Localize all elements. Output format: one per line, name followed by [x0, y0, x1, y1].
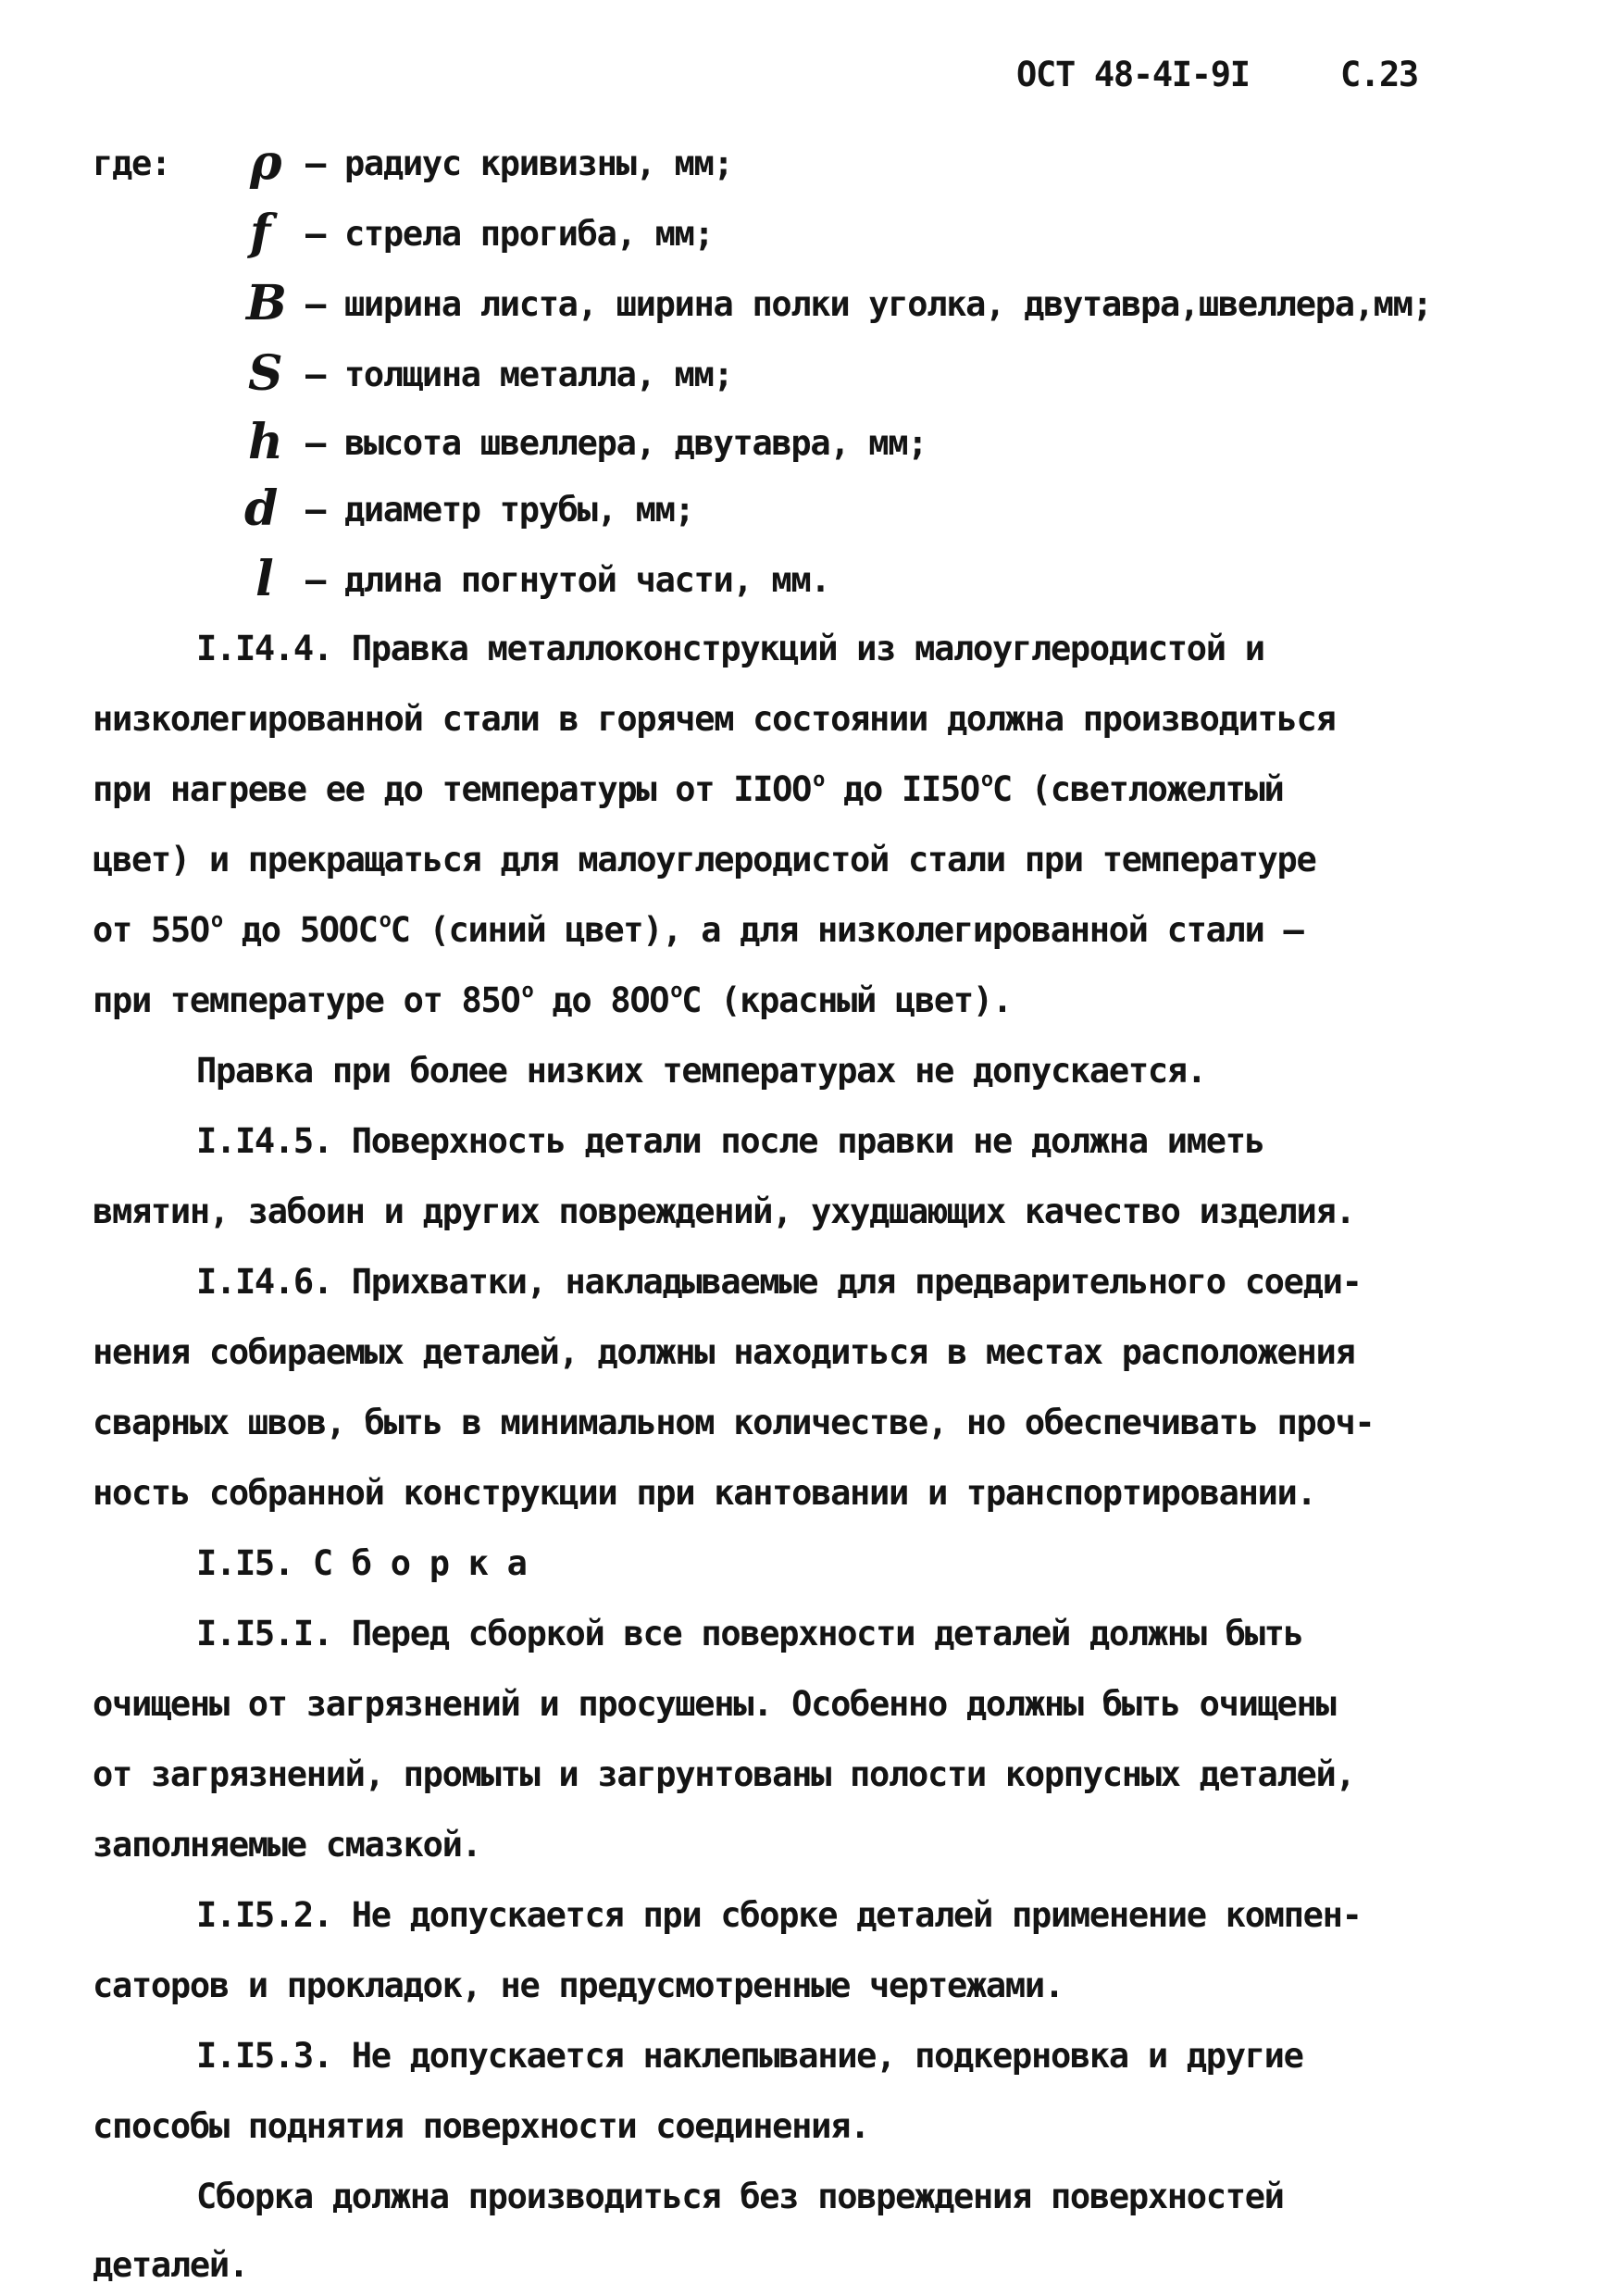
p-low-temp-note: Правка при более низких температурах не допускается.	[196, 1051, 1206, 1091]
legend-l-definition: – длина погнутой части, мм.	[305, 560, 830, 600]
symbol-rho: ρ	[250, 134, 282, 191]
p-1-14-4-line-3	[93, 768, 1284, 809]
text-run: С (красный цвет).	[681, 980, 1012, 1020]
legend-intro: где:	[93, 144, 170, 183]
degree-mark: о	[210, 909, 222, 932]
text-run: до 8ОО	[532, 980, 669, 1020]
p-1-15-2-line-2: саторов и прокладок, не предусмотренные чертежами.	[93, 1965, 1064, 2005]
p-1-14-4-line-4: цвет) и прекращаться для малоуглеродистой стали при температуре	[93, 840, 1316, 880]
text-run: до 5ООС	[221, 910, 378, 950]
text-run: С (светложелтый	[991, 769, 1284, 809]
p-1-14-4-line-2: низколегированной стали в горячем состоянии должна производиться	[93, 699, 1336, 739]
symbol-h: h	[248, 414, 283, 470]
text-run: С (синий цвет), а для низколегированной стали –	[390, 910, 1303, 950]
p-1-15-3-line-1: I.I5.3. Не допускается наклепывание, подкерновка и другие	[196, 2036, 1303, 2076]
degree-mark: о	[379, 909, 391, 932]
degree-mark: о	[521, 980, 533, 1003]
symbol-l: l	[255, 551, 274, 607]
symbol-d: d	[244, 480, 279, 537]
p-1-14-5-line-2: вмятин, забоин и других повреждений, ухудшающих качество изделия.	[93, 1192, 1355, 1231]
legend-h-definition: – высота швеллера, двутавра, мм;	[305, 423, 927, 463]
text-run: до II5О	[824, 769, 979, 809]
p-1-14-6-line-2: нения собираемых деталей, должны находиться в местах расположения	[93, 1332, 1355, 1372]
degree-mark: о	[670, 980, 682, 1003]
p-1-14-4-line-6	[93, 980, 1012, 1020]
page-number: С.23	[1340, 55, 1418, 94]
p-1-15-1-line-4: заполняемые смазкой.	[93, 1825, 481, 1865]
p-1-15-1-line-3: от загрязнений, промыты и загрунтованы полости корпусных деталей,	[93, 1754, 1355, 1794]
p-1-14-6-line-3: сварных швов, быть в минимальном количестве, но обеспечивать проч-	[93, 1403, 1375, 1442]
legend-s-definition: – толщина металла, мм;	[305, 355, 733, 394]
text-run: от 55О	[93, 910, 209, 950]
symbol-s: S	[248, 345, 283, 402]
document-code: ОСТ 48-4I-9I	[1016, 55, 1250, 94]
p-1-14-4-line-1: I.I4.4. Правка металлоконструкций из малоуглеродистой и	[196, 629, 1264, 668]
legend-rho-definition: – радиус кривизны, мм;	[305, 144, 733, 183]
p-1-15-1-line-1: I.I5.I. Перед сборкой все поверхности деталей должны быть	[196, 1614, 1303, 1653]
p-1-15-3-line-2: способы поднятия поверхности соединения.	[93, 2106, 870, 2146]
p-1-14-6-line-1: I.I4.6. Прихватки, накладываемые для предварительного соеди-	[196, 1262, 1362, 1302]
p-1-14-5-line-1: I.I4.5. Поверхность детали после правки не должна иметь	[196, 1121, 1264, 1161]
p-assembly-note-line-2: деталей.	[93, 2245, 248, 2285]
section-heading-assembly: I.I5. С б о р к а	[196, 1543, 527, 1583]
p-1-14-6-line-4: ность собранной конструкции при кантовании и транспортировании.	[93, 1473, 1316, 1513]
symbol-b: B	[246, 275, 287, 331]
p-1-14-4-line-5	[93, 909, 1303, 950]
p-assembly-note-line-1: Сборка должна производиться без повреждения поверхностей	[196, 2177, 1284, 2216]
legend-d-definition: – диаметр трубы, мм;	[305, 490, 694, 530]
p-1-15-2-line-1: I.I5.2. Не допускается при сборке деталей применение компен-	[196, 1895, 1362, 1935]
legend-b-definition: – ширина листа, ширина полки уголка, двутавра,швеллера,мм;	[305, 284, 1432, 324]
legend-f-definition: – стрела прогиба, мм;	[305, 214, 714, 254]
text-run: при нагреве ее до температуры от IIОО	[93, 769, 812, 809]
degree-mark: о	[980, 768, 992, 792]
symbol-f: f	[250, 205, 271, 261]
degree-mark: о	[813, 768, 825, 792]
p-1-15-1-line-2: очищены от загрязнений и просушены. Особенно должны быть очищены	[93, 1684, 1336, 1724]
text-run: при температуре от 85О	[93, 980, 520, 1020]
